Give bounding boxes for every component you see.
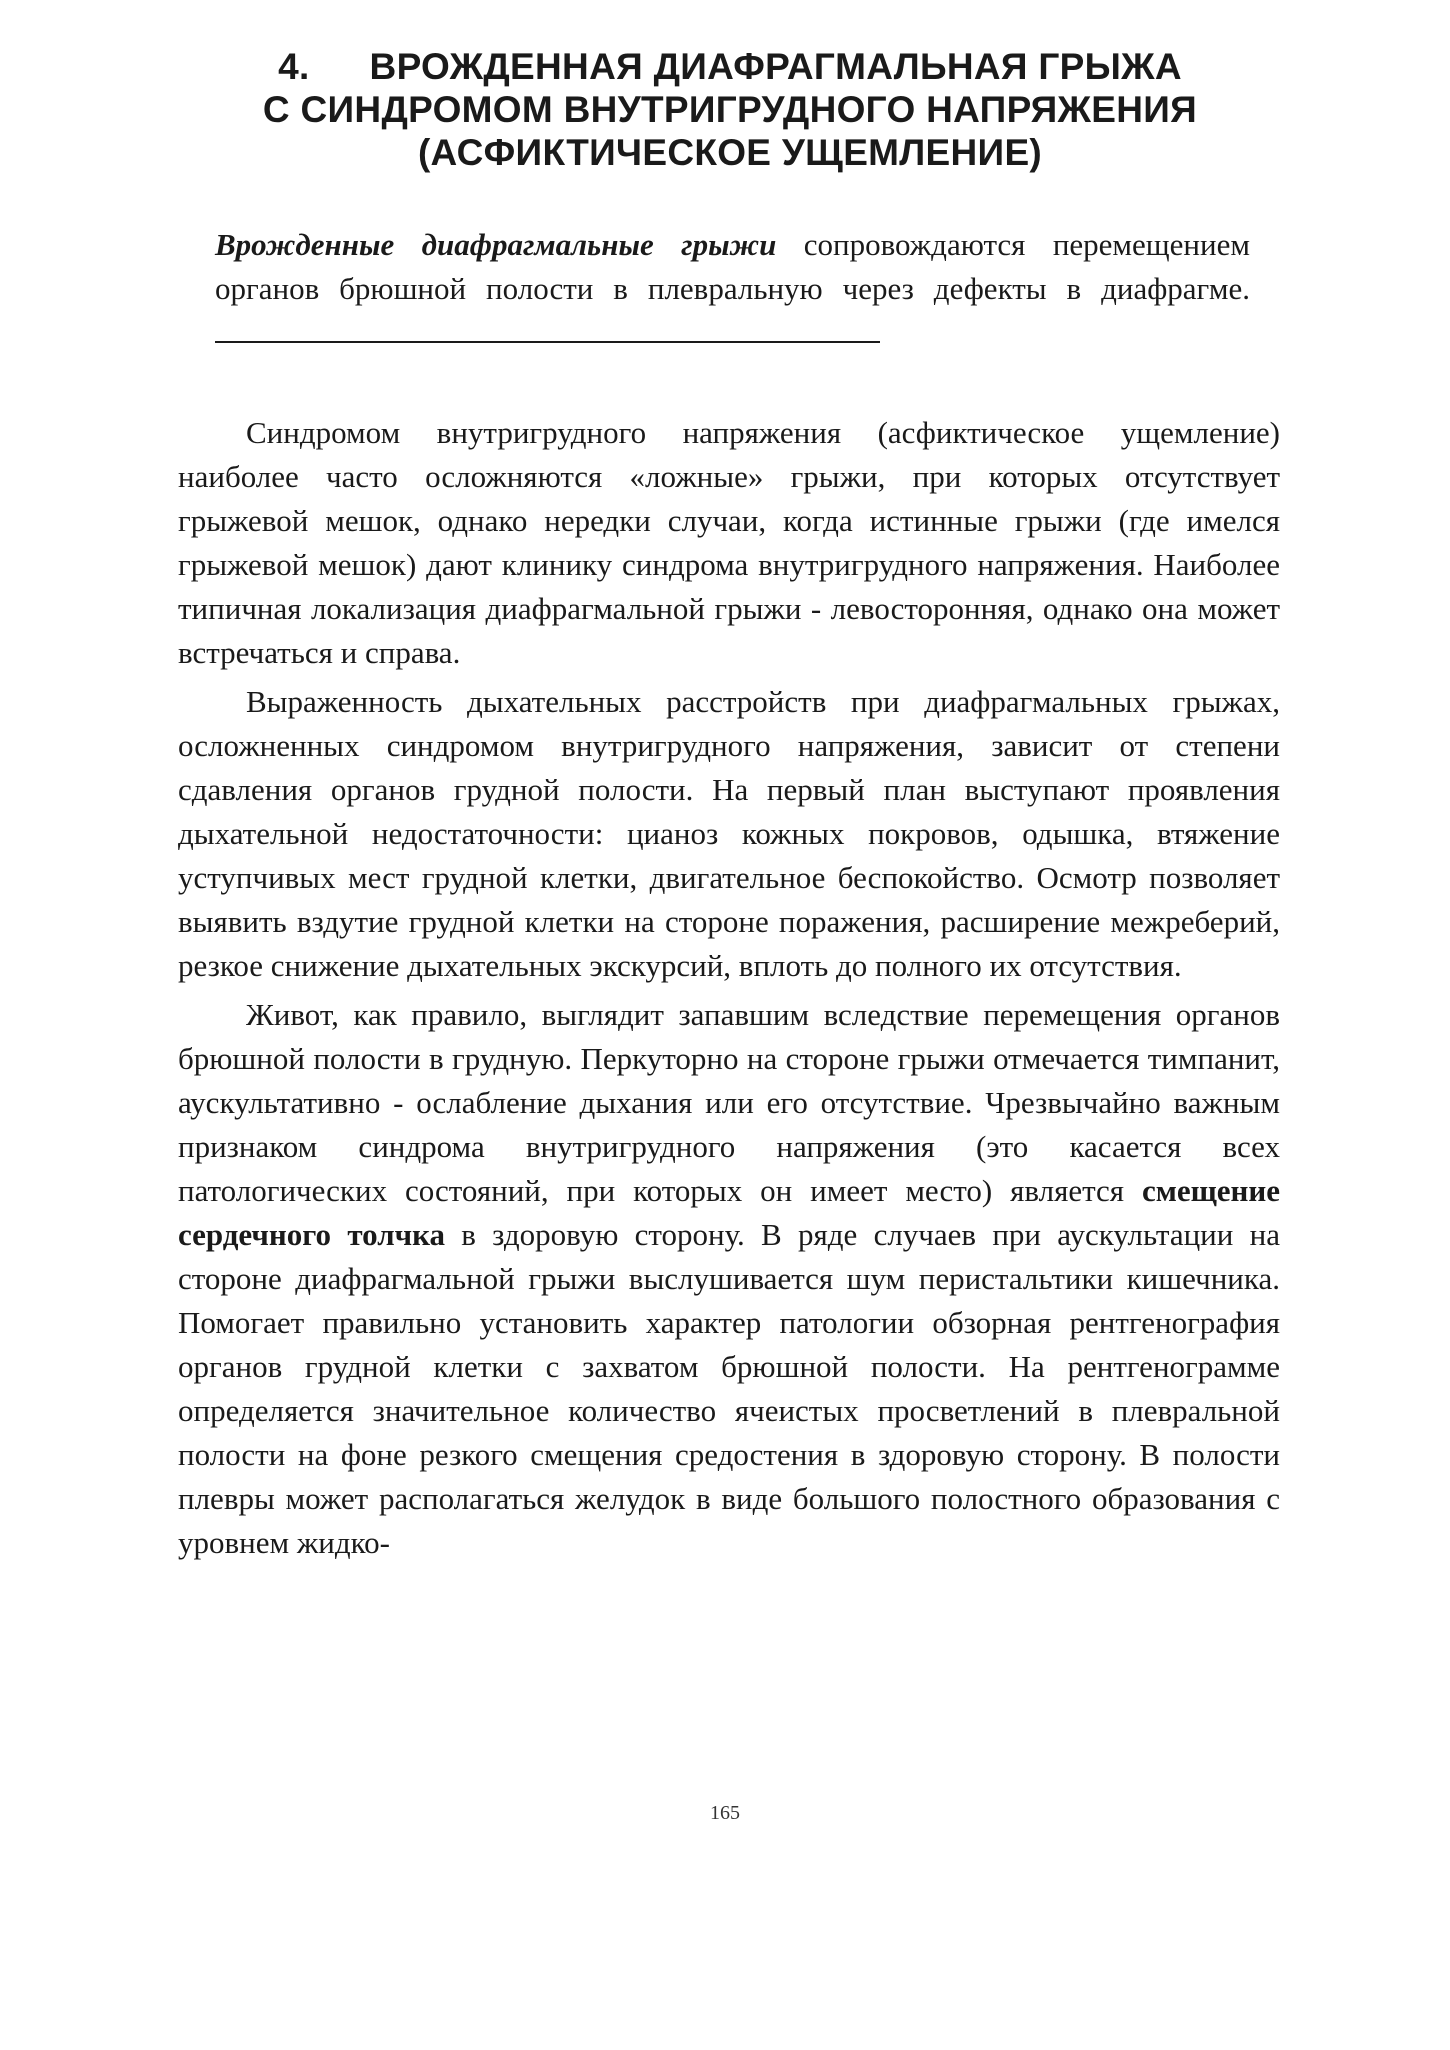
paragraph-3-text-end: в здоровую сторону. В ряде случаев при аускультации на стороне диафрагмальной грыжи выслушивается шум перистальтики кишечника. Помогает правильно установить характер патологии обзорная рентгенография органов грудной клетки с захватом брюшной полости. На рентгенограмме определяется значительное количество ячеистых просветлений в плевральной полости на фоне резкого смещения средостения в здоровую сторону. В полости плевры может располагаться желудок в виде большого полостного образования с уровнем жидко- <box>178 1217 1280 1560</box>
body-text <box>178 411 1280 1570</box>
paragraph-1: Синдромом внутригрудного напряжения (асфиктическое ущемление) наиболее часто осложняются «ложные» грыжи, при которых отсутствует грыжевой мешок, однако нередки случаи, когда истинные грыжи (где имелся грыжевой мешок) дают клинику синдрома внутригрудного напряжения. Наиболее типичная локализация диафрагмальной грыжи - левосторонняя, однако она может встречаться и справа. <box>178 415 1280 670</box>
definition-block <box>215 223 1250 355</box>
heading-line-3: (АСФИКТИЧЕСКОЕ УЩЕМЛЕНИЕ) <box>417 132 1043 173</box>
definition-term: Врожденные диафрагмальные грыжи <box>215 227 777 262</box>
paragraph-3-text-start: Живот, как правило, выглядит запавшим вследствие перемещения органов брюшной полости в грудную. Перкуторно на стороне грыжи отмечается тимпанит, аускультативно - ослабление дыхания или его отсутствие. Чрезвычайно важным признаком синдрома внутригрудного напряжения (это касается всех патологических состояний, при которых он имеет место) является <box>178 997 1280 1208</box>
paragraph-3 <box>178 993 1280 1565</box>
paragraph-2: Выраженность дыхательных расстройств при диафрагмальных грыжах, осложненных синдромом внутригрудного напряжения, зависит от степени сдавления органов грудной полости. На первый план выступают проявления дыхательной недостаточности: цианоз кожных покровов, одышка, втяжение уступчивых мест грудной клетки, двигательное беспокойство. Осмотр позволяет выявить вздутие грудной клетки на стороне поражения, расширение межреберий, резкое снижение дыхательных экскурсий, вплоть до полного их отсутствия. <box>178 684 1280 983</box>
heading-line-1 <box>200 45 1260 88</box>
fill-in-blank-line <box>215 317 880 343</box>
paragraph-3-bold-term: смещение сердечного толчка <box>178 1173 1280 1252</box>
heading-title-part-1: ВРОЖДЕННАЯ ДИАФРАГМАЛЬНАЯ ГРЫЖА <box>369 46 1182 87</box>
page-number: 165 <box>710 1802 740 1824</box>
chapter-number: 4. <box>278 46 310 87</box>
definition-text: сопровождаются перемещением органов брюшной полости в плевральную через дефекты в диафрагме. <box>215 227 1250 306</box>
chapter-heading <box>200 45 1260 174</box>
heading-line-2: С СИНДРОМОМ ВНУТРИГРУДНОГО НАПРЯЖЕНИЯ <box>262 89 1198 130</box>
